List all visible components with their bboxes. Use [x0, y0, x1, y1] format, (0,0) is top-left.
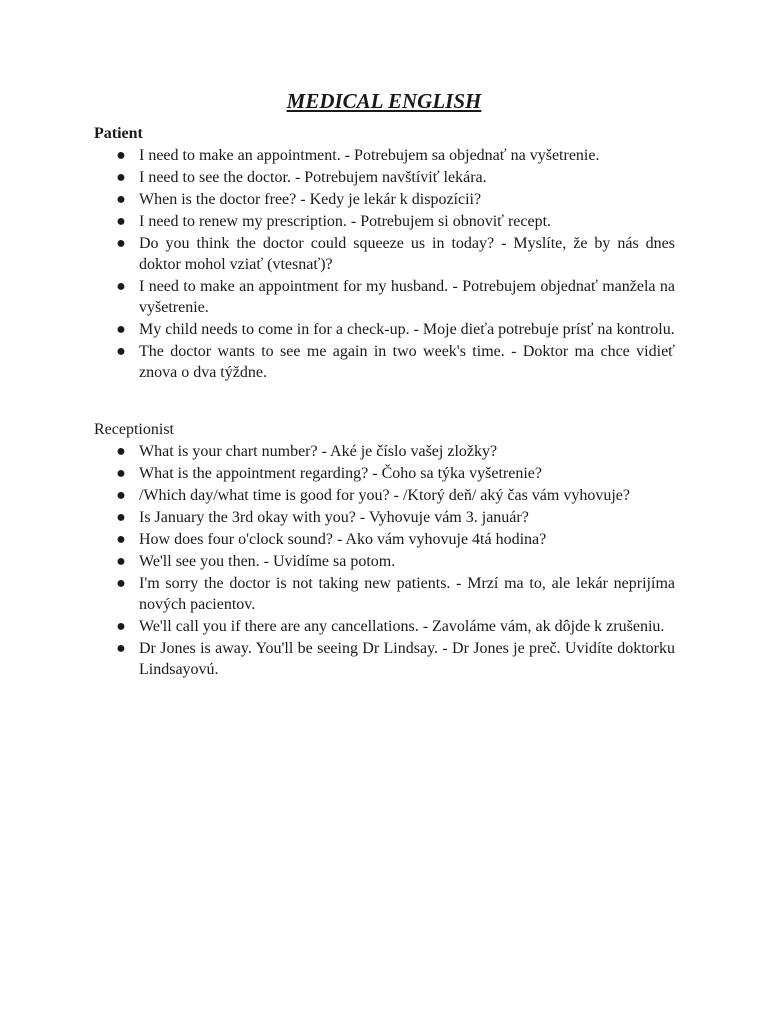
patient-heading: Patient — [94, 125, 143, 142]
bullet-icon: ● — [116, 618, 126, 635]
list-item — [94, 167, 675, 188]
bullet-icon: ● — [116, 443, 126, 460]
bullet-icon: ● — [116, 465, 126, 482]
bullet-icon: ● — [116, 553, 126, 570]
bullet-icon: ● — [116, 509, 126, 526]
phrase-text: Dr Jones is away. You'll be seeing Dr Lindsay. - Dr Jones je preč. Uvidíte doktorku Lindsayovú. — [139, 640, 675, 678]
page-title: MEDICAL ENGLISH — [286, 89, 482, 113]
phrase-text: I need to make an appointment for my husband. - Potrebujem objednať manžela na vyšetrenie. — [139, 278, 675, 316]
phrase-text: We'll see you then. - Uvidíme sa potom. — [139, 553, 396, 570]
receptionist-heading: Receptionist — [94, 421, 174, 438]
bullet-icon: ● — [116, 278, 126, 295]
phrase-text: My child needs to come in for a check-up. - Moje dieťa potrebuje prísť na kontrolu. — [139, 321, 675, 338]
bullet-icon: ● — [116, 487, 126, 504]
phrase-text: How does four o'clock sound? - Ako vám vyhovuje 4tá hodina? — [139, 531, 547, 548]
bullet-icon: ● — [116, 321, 126, 338]
phrase-text: The doctor wants to see me again in two week's time. - Doktor ma chce vidieť znova o dva týždne. — [139, 343, 675, 381]
list-item — [94, 529, 675, 550]
phrase-text: Is January the 3rd okay with you? - Vyhovuje vám 3. január? — [139, 509, 529, 526]
bullet-icon: ● — [116, 640, 126, 657]
receptionist-section — [94, 420, 675, 681]
bullet-icon: ● — [116, 343, 126, 360]
phrase-text: /Which day/what time is good for you? - /Ktorý deň/ aký čas vám vyhovuje? — [139, 487, 630, 504]
bullet-icon: ● — [116, 575, 126, 592]
phrase-text: I'm sorry the doctor is not taking new patients. - Mrzí ma to, ale lekár neprijíma nových pacientov. — [139, 575, 675, 613]
list-item — [94, 638, 675, 680]
bullet-icon: ● — [116, 191, 126, 208]
phrase-text: I need to renew my prescription. - Potrebujem si obnoviť recept. — [139, 213, 552, 230]
list-item — [94, 211, 675, 232]
receptionist-phrase-list — [94, 441, 675, 680]
list-item — [94, 485, 675, 506]
patient-phrase-list — [94, 145, 675, 383]
list-item — [94, 441, 675, 462]
list-item — [94, 276, 675, 318]
phrase-text: When is the doctor free? - Kedy je lekár k dispozícii? — [139, 191, 482, 208]
list-item — [94, 616, 675, 637]
bullet-icon: ● — [116, 531, 126, 548]
phrase-text: We'll call you if there are any cancellations. - Zavoláme vám, ak dôjde k zrušeniu. — [139, 618, 665, 635]
list-item — [94, 233, 675, 275]
list-item — [94, 463, 675, 484]
phrase-text: What is the appointment regarding? - Čoho sa týka vyšetrenie? — [139, 465, 542, 482]
phrase-text: What is your chart number? - Aké je číslo vašej zložky? — [139, 443, 498, 460]
bullet-icon: ● — [116, 235, 126, 252]
bullet-icon: ● — [116, 213, 126, 230]
bullet-icon: ● — [116, 147, 126, 164]
phrase-text: I need to make an appointment. - Potrebujem sa objednať na vyšetrenie. — [139, 147, 600, 164]
list-item — [94, 551, 675, 572]
phrase-text: Do you think the doctor could squeeze us in today? - Myslíte, že by nás dnes doktor mohol vziať (vtesnať)? — [139, 235, 675, 273]
bullet-icon: ● — [116, 169, 126, 186]
list-item — [94, 145, 675, 166]
list-item — [94, 319, 675, 340]
list-item — [94, 573, 675, 615]
phrase-text: I need to see the doctor. - Potrebujem navštíviť lekára. — [139, 169, 487, 186]
patient-section — [94, 124, 675, 384]
list-item — [94, 189, 675, 210]
list-item — [94, 341, 675, 383]
list-item — [94, 507, 675, 528]
